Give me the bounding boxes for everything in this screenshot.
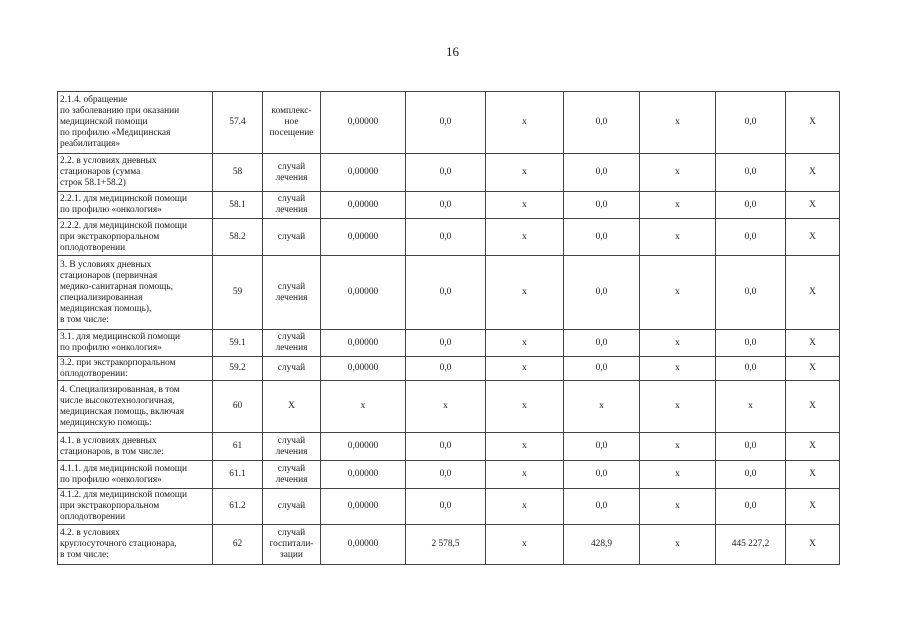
cell-col-1: 0,00000 (321, 192, 406, 219)
cell-col-3: х (486, 433, 564, 461)
cell-col-1: х (321, 381, 406, 433)
table-row (58, 219, 840, 256)
cell-col-5: х (640, 433, 716, 461)
cell-col-4: 0,0 (564, 256, 640, 330)
row-code: 61 (213, 433, 263, 461)
cell-col-4: 0,0 (564, 92, 640, 154)
cell-col-3: х (486, 461, 564, 489)
cell-col-2: 0,0 (406, 256, 486, 330)
row-unit: случай лечения (263, 433, 321, 461)
cell-col-6: 0,0 (716, 192, 786, 219)
cell-col-4: 0,0 (564, 489, 640, 525)
table-row (58, 330, 840, 357)
cell-col-6: 445 227,2 (716, 525, 786, 565)
cell-col-5: х (640, 256, 716, 330)
cell-col-4: 0,0 (564, 461, 640, 489)
row-code: 58 (213, 154, 263, 192)
cell-col-2: 0,0 (406, 92, 486, 154)
cell-col-5: х (640, 489, 716, 525)
row-label: 2.2.1. для медицинской помощи по профилю «онкология» (58, 192, 213, 219)
page-number: 16 (446, 44, 459, 59)
cell-col-6: 0,0 (716, 433, 786, 461)
row-code: 57.4 (213, 92, 263, 154)
cell-col-4: 0,0 (564, 154, 640, 192)
cell-col-4: 0,0 (564, 357, 640, 381)
row-code: 61.2 (213, 489, 263, 525)
cell-col-2: 0,0 (406, 192, 486, 219)
cell-col-5: х (640, 525, 716, 565)
cell-col-3: х (486, 154, 564, 192)
cell-col-3: х (486, 357, 564, 381)
row-label: 3.1. для медицинской помощи по профилю «онкология» (58, 330, 213, 357)
cell-col-7: Х (786, 192, 840, 219)
cell-col-7: Х (786, 92, 840, 154)
row-label: 2.2.2. для медицинской помощи при экстракорпоральном оплодотворении (58, 219, 213, 256)
row-unit: комплекс- ное посещение (263, 92, 321, 154)
cell-col-1: 0,00000 (321, 219, 406, 256)
cell-col-3: х (486, 489, 564, 525)
cell-col-7: Х (786, 357, 840, 381)
cell-col-7: Х (786, 219, 840, 256)
row-code: 59.1 (213, 330, 263, 357)
row-code: 59 (213, 256, 263, 330)
cell-col-3: х (486, 381, 564, 433)
cell-col-7: Х (786, 433, 840, 461)
cell-col-4: 428,9 (564, 525, 640, 565)
cell-col-4: 0,0 (564, 433, 640, 461)
cell-col-7: Х (786, 256, 840, 330)
cell-col-7: Х (786, 461, 840, 489)
cell-col-5: х (640, 154, 716, 192)
table-row (58, 92, 840, 154)
cell-col-6: 0,0 (716, 357, 786, 381)
row-unit: случай лечения (263, 154, 321, 192)
row-unit: Х (263, 381, 321, 433)
cell-col-2: 0,0 (406, 433, 486, 461)
cell-col-5: х (640, 381, 716, 433)
row-unit: случай лечения (263, 192, 321, 219)
row-label: 4.2. в условиях круглосуточного стационара, в том числе: (58, 525, 213, 565)
table-row (58, 192, 840, 219)
cell-col-5: х (640, 92, 716, 154)
cell-col-3: х (486, 92, 564, 154)
cell-col-4: 0,0 (564, 330, 640, 357)
cell-col-2: х (406, 381, 486, 433)
cell-col-2: 0,0 (406, 219, 486, 256)
cell-col-4: 0,0 (564, 192, 640, 219)
cell-col-1: 0,00000 (321, 330, 406, 357)
row-label: 4.1.2. для медицинской помощи при экстракорпоральном оплодотворении (58, 489, 213, 525)
cell-col-6: 0,0 (716, 489, 786, 525)
cell-col-1: 0,00000 (321, 489, 406, 525)
cell-col-6: 0,0 (716, 330, 786, 357)
cell-col-1: 0,00000 (321, 154, 406, 192)
row-label: 4.1.1. для медицинской помощи по профилю «онкология» (58, 461, 213, 489)
cell-col-2: 0,0 (406, 330, 486, 357)
row-label: 3.2. при экстракорпоральном оплодотворении: (58, 357, 213, 381)
cell-col-7: Х (786, 525, 840, 565)
cell-col-5: х (640, 357, 716, 381)
cell-col-1: 0,00000 (321, 92, 406, 154)
cell-col-2: 2 578,5 (406, 525, 486, 565)
cell-col-5: х (640, 192, 716, 219)
row-unit: случай (263, 219, 321, 256)
row-label: 2.1.4. обращение по заболеванию при оказании медицинской помощи по профилю «Медицинская реабилитация» (58, 92, 213, 154)
cell-col-4: х (564, 381, 640, 433)
cell-col-2: 0,0 (406, 461, 486, 489)
row-code: 58.1 (213, 192, 263, 219)
cell-col-2: 0,0 (406, 154, 486, 192)
cell-col-5: х (640, 461, 716, 489)
cell-col-5: х (640, 219, 716, 256)
cell-col-3: х (486, 330, 564, 357)
row-unit: случай лечения (263, 330, 321, 357)
cell-col-5: х (640, 330, 716, 357)
cell-col-1: 0,00000 (321, 525, 406, 565)
table-row (58, 461, 840, 489)
row-unit: случай лечения (263, 256, 321, 330)
cell-col-1: 0,00000 (321, 433, 406, 461)
cell-col-1: 0,00000 (321, 357, 406, 381)
row-unit: случай госпитали- зации (263, 525, 321, 565)
row-unit: случай (263, 357, 321, 381)
cell-col-6: 0,0 (716, 219, 786, 256)
cell-col-6: 0,0 (716, 154, 786, 192)
cell-col-7: Х (786, 381, 840, 433)
cell-col-7: Х (786, 154, 840, 192)
cell-col-2: 0,0 (406, 489, 486, 525)
row-code: 58.2 (213, 219, 263, 256)
row-code: 61.1 (213, 461, 263, 489)
table-row (58, 154, 840, 192)
cell-col-1: 0,00000 (321, 256, 406, 330)
table-row (58, 256, 840, 330)
table-row (58, 489, 840, 525)
cell-col-3: х (486, 256, 564, 330)
cell-col-6: х (716, 381, 786, 433)
cell-col-3: х (486, 192, 564, 219)
row-label: 2.2. в условиях дневных стационаров (сумма строк 58.1+58.2) (58, 154, 213, 192)
row-code: 62 (213, 525, 263, 565)
cell-col-7: Х (786, 330, 840, 357)
row-label: 3. В условиях дневных стационаров (первичная медико-санитарная помощь, специализированная медицинская помощь), в том числе: (58, 256, 213, 330)
row-unit: случай (263, 489, 321, 525)
cell-col-2: 0,0 (406, 357, 486, 381)
table-row (58, 525, 840, 565)
table-row (58, 433, 840, 461)
cell-col-7: Х (786, 489, 840, 525)
cell-col-4: 0,0 (564, 219, 640, 256)
table-row (58, 357, 840, 381)
cell-col-3: х (486, 525, 564, 565)
table-row (58, 381, 840, 433)
cell-col-3: х (486, 219, 564, 256)
row-label: 4. Специализированная, в том числе высокотехнологичная, медицинская помощь, включая медицинскую помощь: (58, 381, 213, 433)
row-unit: случай лечения (263, 461, 321, 489)
row-label: 4.1. в условиях дневных стационаров, в том числе: (58, 433, 213, 461)
row-code: 59.2 (213, 357, 263, 381)
data-table (57, 91, 840, 565)
cell-col-6: 0,0 (716, 256, 786, 330)
row-code: 60 (213, 381, 263, 433)
cell-col-6: 0,0 (716, 92, 786, 154)
cell-col-1: 0,00000 (321, 461, 406, 489)
cell-col-6: 0,0 (716, 461, 786, 489)
